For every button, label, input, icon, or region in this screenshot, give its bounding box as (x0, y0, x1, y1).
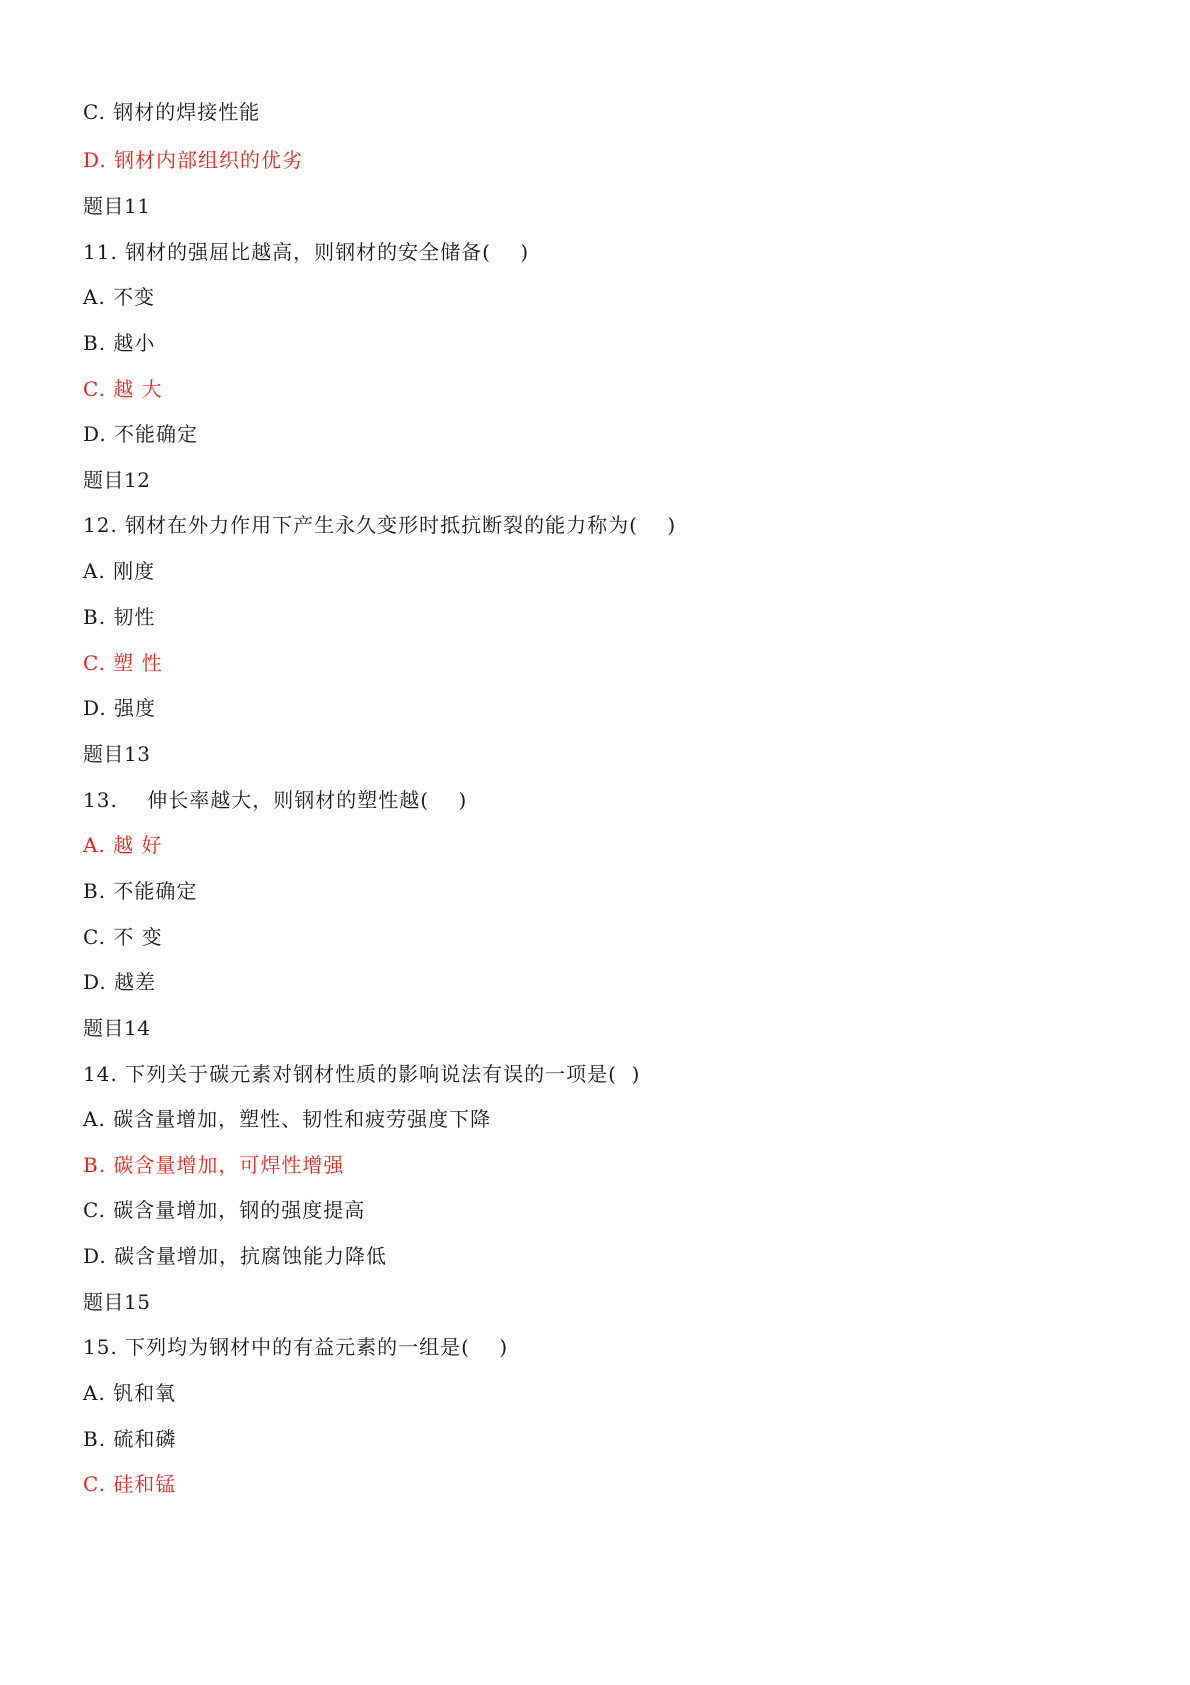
correct-option-c: C. 越 大 (83, 377, 163, 401)
question-stem: 15. 下列均为钢材中的有益元素的一组是( ) (83, 1335, 509, 1359)
correct-option-c: C. 塑 性 (83, 651, 163, 675)
option-b: B. 韧性 (83, 605, 156, 629)
question-title: 题目15 (83, 1290, 151, 1314)
option-b: B. 硫和磷 (83, 1427, 177, 1451)
question-stem: 12. 钢材在外力作用下产生永久变形时抵抗断裂的能力称为( ) (83, 513, 677, 537)
option-c: C. 钢材的焊接性能 (83, 100, 261, 124)
question-stem: 11. 钢材的强屈比越高，则钢材的安全储备( ) (83, 240, 530, 264)
option-b: B. 越小 (83, 331, 156, 355)
question-stem: 13. 伸长率越大，则钢材的塑性越( ) (83, 788, 468, 812)
option-c: C. 不 变 (83, 925, 163, 949)
option-d: D. 强度 (83, 696, 157, 720)
correct-option-d: D. 钢材内部组织的优劣 (83, 148, 304, 172)
option-d: D. 不能确定 (83, 422, 199, 446)
option-a: A. 碳含量增加，塑性、韧性和疲劳强度下降 (83, 1107, 492, 1131)
option-b: B. 不能确定 (83, 879, 198, 903)
option-d: D. 越差 (83, 970, 157, 994)
question-stem: 14. 下列关于碳元素对钢材性质的影响说法有误的一项是( ) (83, 1062, 641, 1086)
option-d: D. 碳含量增加，抗腐蚀能力降低 (83, 1244, 388, 1268)
option-a: A. 刚度 (83, 559, 156, 583)
option-c: C. 碳含量增加，钢的强度提高 (83, 1198, 366, 1222)
question-title: 题目11 (83, 194, 151, 218)
correct-option-c: C. 硅和锰 (83, 1472, 177, 1496)
question-title: 题目13 (83, 742, 151, 766)
option-a: A. 不变 (83, 285, 156, 309)
question-title: 题目14 (83, 1016, 151, 1040)
option-a: A. 钒和氧 (83, 1381, 177, 1405)
correct-option-a: A. 越 好 (83, 833, 163, 857)
correct-option-b: B. 碳含量增加，可焊性增强 (83, 1153, 345, 1177)
question-title: 题目12 (83, 468, 151, 492)
